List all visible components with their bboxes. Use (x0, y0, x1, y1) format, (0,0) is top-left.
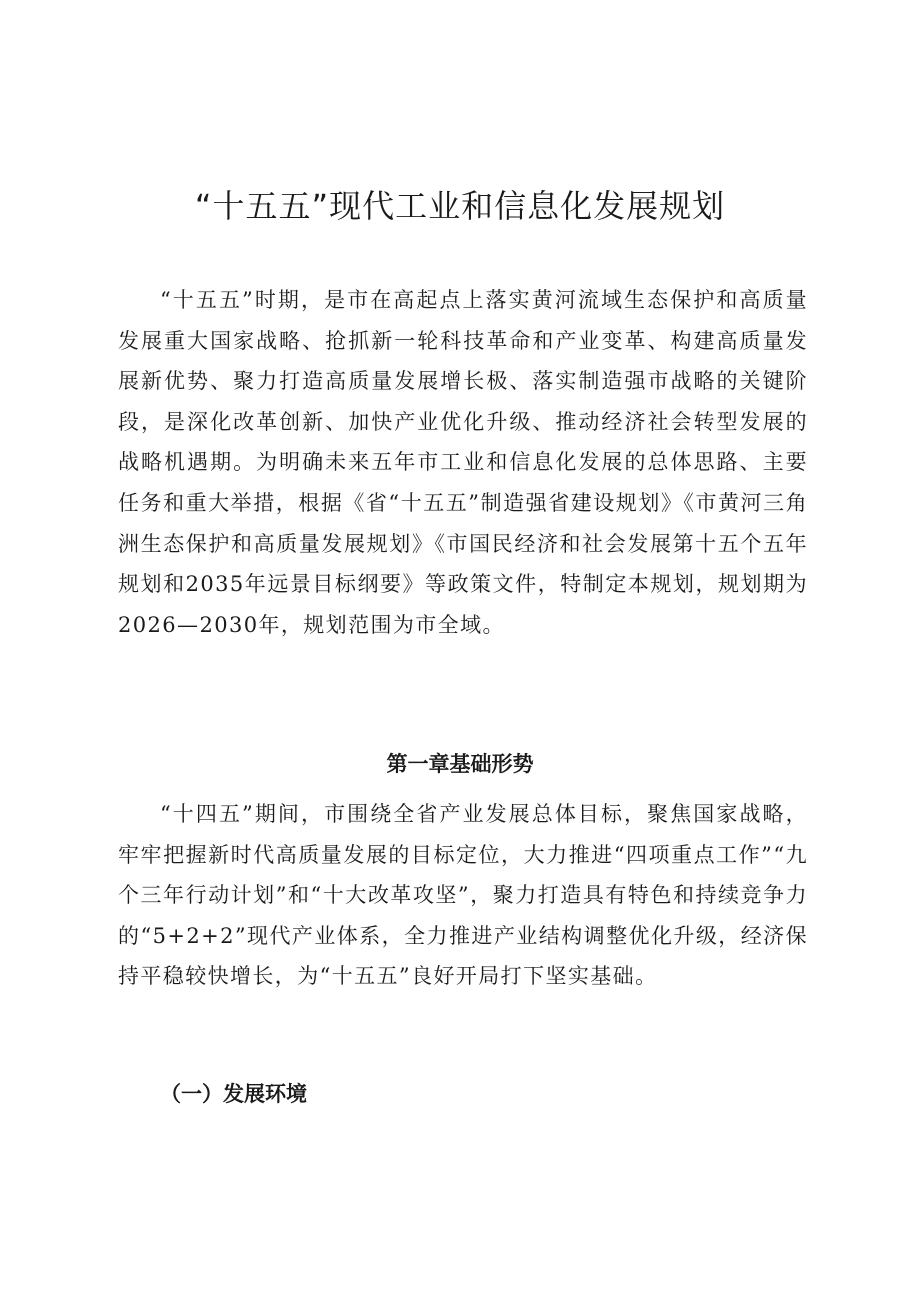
document-title: “十五五”现代工业和信息化发展规划 (194, 187, 726, 225)
chapter-paragraph: “十四五”期间，市围绕全省产业发展总体目标，聚焦国家战略，牢牢把握新时代高质量发展的目标定位，大力推进“四项重点工作”“九个三年行动计划”和“十大改革攻坚”，聚力打造具有特色和持续竞争力的“5+2+2”现代产业体系，全力推进产业结构调整优化升级，经济保持平稳较快增长，为“十五五”良好开局打下坚实基础。 (118, 802, 808, 989)
chapter-heading: 第一章基础形势 (386, 752, 534, 776)
intro-paragraph: “十五五”时期，是市在高起点上落实黄河流域生态保护和高质量发展重大国家战略、抢抓新一轮科技革命和产业变革、构建高质量发展新优势、聚力打造高质量发展增长极、落实制造强市战略的关键阶段，是深化改革创新、加快产业优化升级、推动经济社会转型发展的战略机遇期。为明确未来五年市工业和信息化发展的总体思路、主要任务和重大举措，根据《省“十五五”制造强省建设规划》《市黄河三角洲生态保护和高质量发展规划》《市国民经济和社会发展第十五个五年规划和2035年远景目标纲要》等政策文件，特制定本规划，规划期为2026—2030年，规划范围为市全域。 (118, 288, 808, 637)
section-heading: （一）发展环境 (160, 1082, 307, 1106)
